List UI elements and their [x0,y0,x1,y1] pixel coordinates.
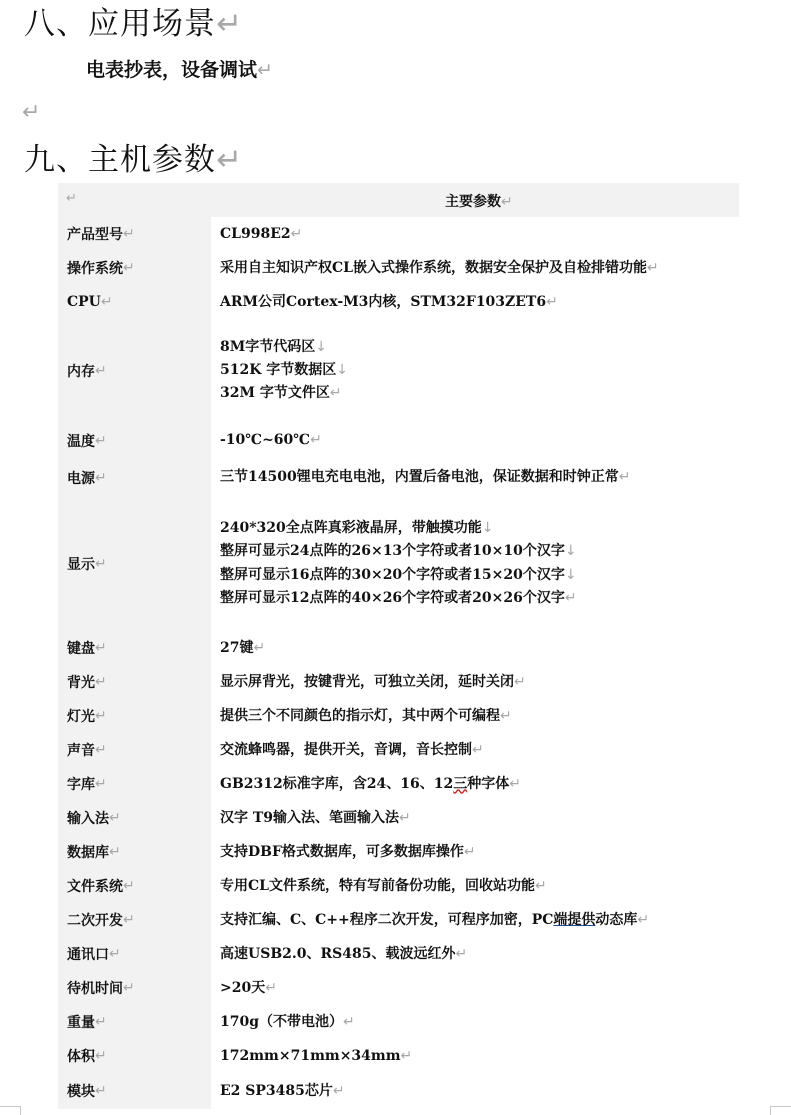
line-break-icon: ↓ [336,362,348,378]
table-row [58,665,739,699]
row-label: 键盘 ↵ [58,631,211,665]
table-row [58,496,739,631]
table-row [58,319,739,422]
row-value: 专用CL文件系统，特有写前备份功能，回收站功能↵ [220,877,547,894]
line-break-icon: ↓ [564,566,577,583]
paragraph-mark-icon: ↵ [216,142,243,178]
row-value: 高速USB2.0、RS485、载波远红外↵ [220,945,468,962]
table-row [58,459,739,496]
row-value: 提供三个不同颜色的指示灯，其中两个可编程↵ [220,707,512,724]
empty-paragraph-mark-icon: ↵ [22,100,41,125]
table-row [58,285,739,319]
row-label: CPU ↵ [58,285,211,319]
row-value: GB2312标准字库，含24、16、12三种字体↵ [220,775,521,792]
paragraph-mark-icon: ↵ [66,191,77,206]
grammar-flagged-text: 端提供 [553,911,596,928]
row-label: 字库 ↵ [58,767,211,801]
table-row [58,835,739,869]
row-value: CL998E2↵ [220,225,303,242]
section-heading-9: 九、主机参数↵ [24,142,243,178]
paragraph-mark-icon: ↵ [216,6,243,42]
row-value: E2 SP3485芯片↵ [220,1082,345,1099]
row-value: 显示屏背光，按键背光，可独立关闭，延时关闭↵ [220,673,526,690]
row-value: 170g（不带电池）↵ [220,1013,355,1030]
table-row [58,937,739,971]
row-label: 模块 ↵ [58,1073,211,1109]
table-row [58,971,739,1005]
row-value: 采用自主知识产权CL嵌入式操作系统，数据安全保护及自检排错功能↵ [220,259,659,276]
table-row [58,869,739,903]
row-label: 产品型号 ↵ [58,217,211,251]
row-value: ARM公司Cortex-M3内核，STM32F103ZET6↵ [220,293,558,310]
row-label: 数据库 ↵ [58,835,211,869]
line-break-icon: ↓ [315,339,327,355]
row-value: >20天↵ [220,979,277,996]
parameters-table [58,183,739,1109]
line-break-icon: ↓ [481,519,494,536]
table-row [58,1039,739,1073]
table-row [58,422,739,459]
row-value: 172mm×71mm×34mm↵ [220,1047,413,1064]
row-value: 汉字 T9输入法、笔画输入法↵ [220,809,411,826]
row-label: 待机时间 ↵ [58,971,211,1005]
row-label: 内存 ↵ [58,319,211,422]
row-label: 通讯口 ↵ [58,937,211,971]
line-break-icon: ↓ [564,543,577,559]
table-row [58,631,739,665]
page-corner-mark [0,1106,21,1115]
row-label: 操作系统 ↵ [58,251,211,285]
row-value: 8M字节代码区↓ 512K 字节数据区↓ 32M 字节文件区↵ [220,339,348,401]
row-value: 三节14500锂电充电电池，内置后备电池，保证数据和时钟正常↵ [220,469,631,485]
row-label: 输入法 ↵ [58,801,211,835]
section-heading-8: 八、应用场景↵ [24,6,243,42]
row-value: 支持DBF格式数据库，可多数据库操作↵ [220,843,476,860]
row-label: 灯光 ↵ [58,699,211,733]
paragraph-mark-icon: ↵ [257,59,273,81]
table-row [58,699,739,733]
row-value: 支持汇编、C、C++程序二次开发，可程序加密，PC端提供动态库↵ [220,911,650,928]
table-header-title: 主要参数↵ [445,194,513,210]
row-label: 电源 ↵ [58,459,211,496]
application-scenario-text: 电表抄表，设备调试↵ [86,59,273,81]
row-label: 温度 ↵ [58,422,211,459]
row-label: 声音 ↵ [58,733,211,767]
row-value: 240*320全点阵真彩液晶屏，带触摸功能↓ 整屏可显示24点阵的26×13个字符或者10×10个汉字↓ 整屏可显示16点阵的30×20个字符或者15×20个汉字↓ 整屏可显示12点阵的40×26个字符或者20×26个汉字↵ [220,519,577,606]
row-value: 27键↵ [220,639,266,656]
row-label: 背光 ↵ [58,665,211,699]
table-header-row [58,183,739,217]
row-value: -10℃~60℃↵ [220,432,322,448]
table-row [58,733,739,767]
row-label: 二次开发 ↵ [58,903,211,937]
table-row [58,903,739,937]
table-row [58,1073,739,1109]
table-row [58,1005,739,1039]
row-label: 体积 ↵ [58,1039,211,1073]
spellcheck-flagged-text: 三 [453,775,468,792]
page-corner-mark [770,1106,791,1115]
row-label: 重量 ↵ [58,1005,211,1039]
table-row [58,801,739,835]
row-label: 文件系统 ↵ [58,869,211,903]
paragraph-mark-icon: ↵ [501,194,513,210]
table-row [58,217,739,251]
table-row [58,767,739,801]
row-value: 交流蜂鸣器，提供开关，音调，音长控制↵ [220,741,484,758]
row-label: 显示 ↵ [58,496,211,631]
table-row [58,251,739,285]
